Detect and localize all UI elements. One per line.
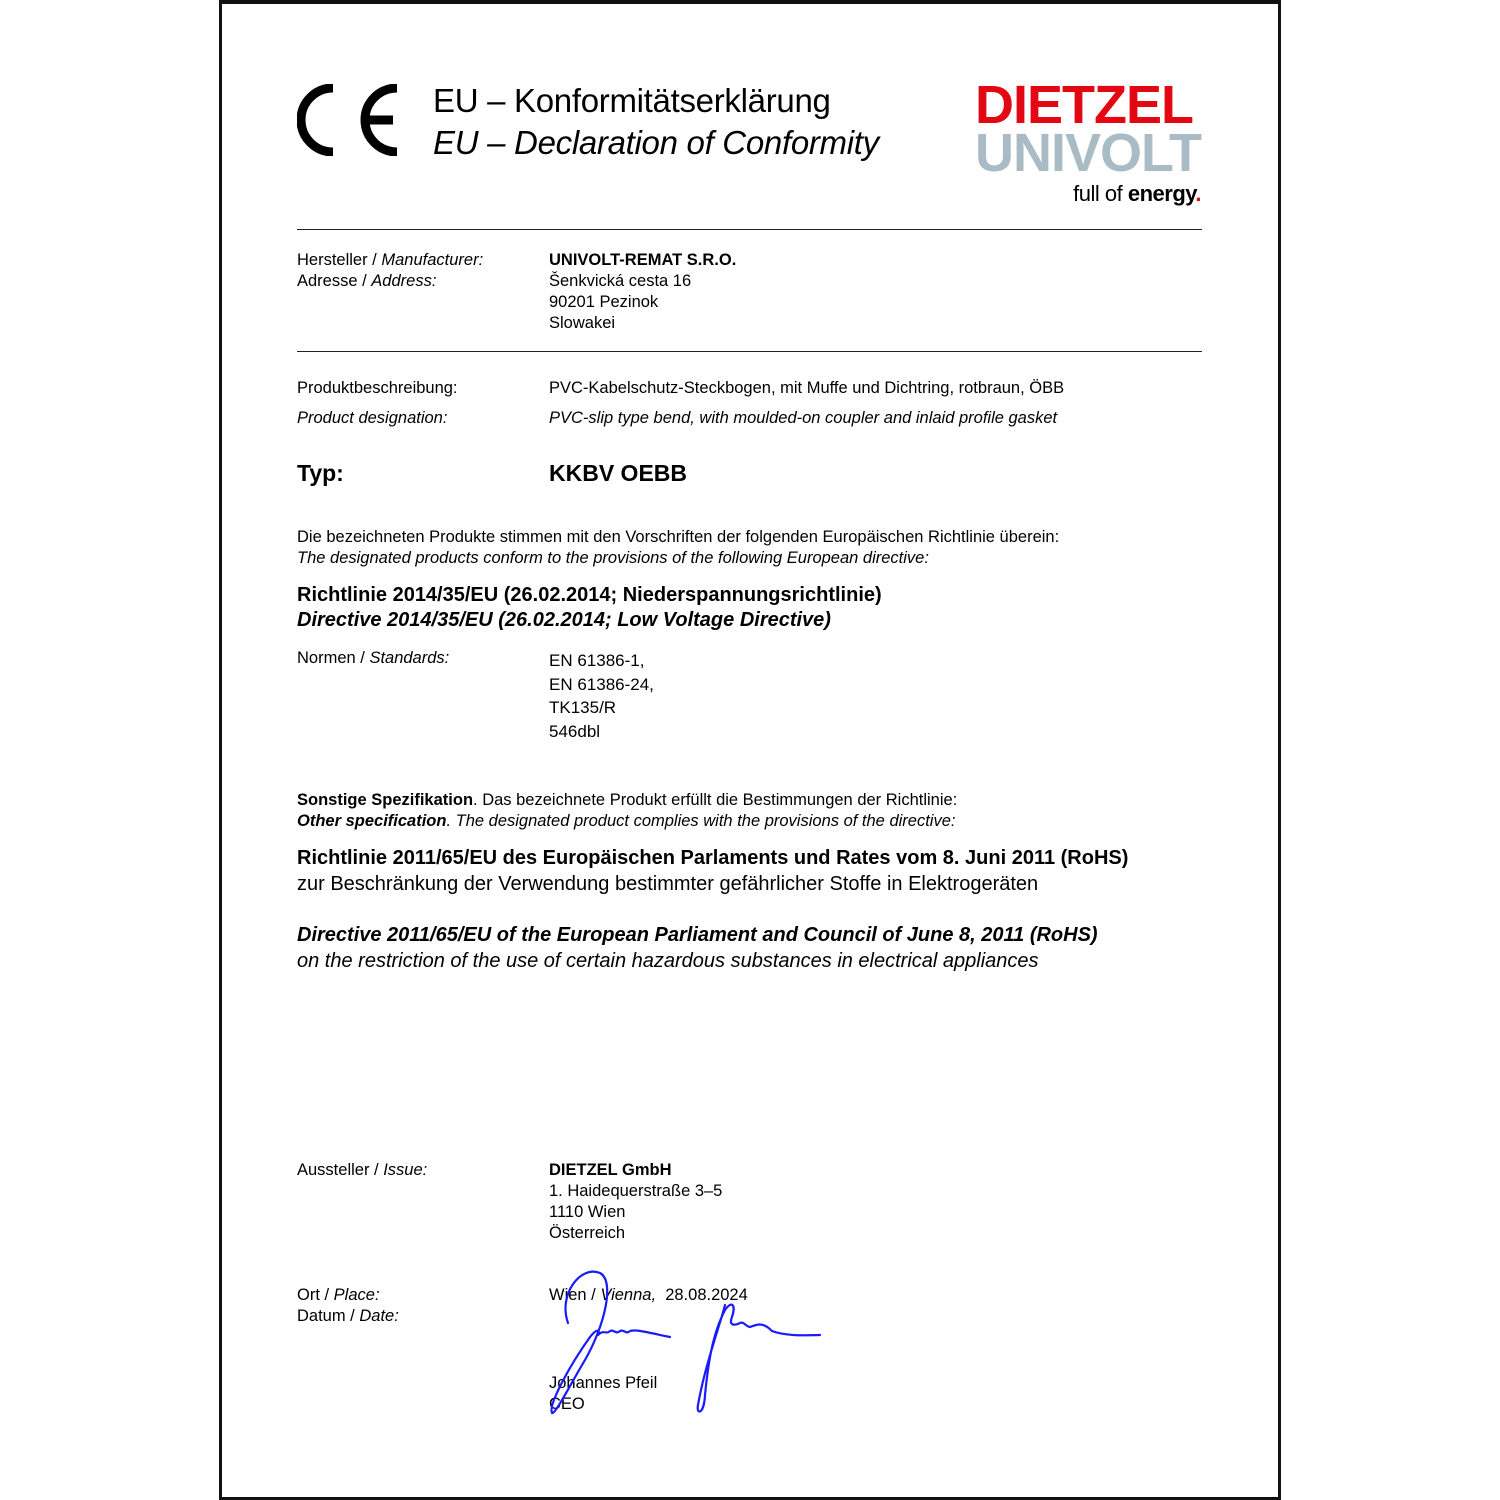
label-de: Datum / xyxy=(297,1307,360,1325)
place-en: Vienna, xyxy=(600,1286,657,1304)
standard-item: 546dbl xyxy=(549,721,601,741)
tagline-dot: . xyxy=(1195,181,1201,206)
title-german: EU – Konformitätserklärung xyxy=(433,82,831,119)
document-title xyxy=(433,80,879,164)
ce-mark-icon xyxy=(297,84,401,156)
label-de: Ort / xyxy=(297,1286,334,1304)
manufacturer-address-line: 90201 Pezinok xyxy=(549,293,659,311)
tagline-bold: energy xyxy=(1127,181,1196,206)
label-de: Normen / xyxy=(297,649,370,667)
date-value: 28.08.2024 xyxy=(665,1286,748,1304)
product-designation-label: Product designation: xyxy=(297,409,448,427)
label-en: Issue: xyxy=(383,1161,428,1179)
manufacturer-address-line: Šenkvická cesta 16 xyxy=(549,272,692,290)
label-en: Manufacturer: xyxy=(381,251,484,269)
signatory-name: Johannes Pfeil xyxy=(549,1374,658,1392)
other-spec-de xyxy=(297,790,957,811)
place-label xyxy=(297,1285,380,1306)
conformity-intro-de: Die bezeichneten Produkte stimmen mit den Vorschriften der folgenden Europäischen Richtlinie überein: xyxy=(297,528,1060,546)
label-de: Aussteller / xyxy=(297,1161,384,1179)
place-date-value xyxy=(549,1285,748,1306)
manufacturer-name: UNIVOLT-REMAT S.R.O. xyxy=(549,251,737,269)
label-en: Standards: xyxy=(369,649,450,667)
document-page xyxy=(219,0,1281,1500)
label-en: Place: xyxy=(333,1286,380,1304)
rohs-subtitle-de: zur Beschränkung der Verwendung bestimmter gefährlicher Stoffe in Elektrogeräten xyxy=(297,873,1039,895)
logo-tagline xyxy=(1073,182,1201,206)
issuer-address-line: Österreich xyxy=(549,1224,626,1242)
conformity-intro-en: The designated products conform to the provisions of the following European directive: xyxy=(297,549,929,567)
rohs-subtitle-en: on the restriction of the use of certain hazardous substances in electrical appliances xyxy=(297,950,1039,972)
rohs-title-de: Richtlinie 2011/65/EU des Europäischen Parlaments und Rates vom 8. Juni 2011 (RoHS) xyxy=(297,847,1129,869)
standard-item: EN 61386-24, xyxy=(549,674,654,694)
type-label: Typ: xyxy=(297,460,344,486)
date-label xyxy=(297,1306,399,1327)
issuer-address-line: 1. Haidequerstraße 3–5 xyxy=(549,1182,723,1200)
signatory-title: CEO xyxy=(549,1395,585,1413)
other-spec-en xyxy=(297,811,955,832)
logo-dietzel-text: DIETZEL xyxy=(975,75,1193,135)
issuer-label xyxy=(297,1160,427,1181)
standards-label xyxy=(297,648,449,669)
manufacturer-label xyxy=(297,250,483,271)
manufacturer-address-line: Slowakei xyxy=(549,314,616,332)
place-de: Wien / xyxy=(549,1286,601,1304)
standard-item: EN 61386-1, xyxy=(549,651,645,670)
title-english: EU – Declaration of Conformity xyxy=(433,124,879,161)
other-spec-text-en: . The designated product complies with the provisions of the directive: xyxy=(446,812,956,830)
other-spec-label-de: Sonstige Spezifikation xyxy=(297,791,474,809)
issuer-name: DIETZEL GmbH xyxy=(549,1161,672,1179)
address-label xyxy=(297,271,436,292)
standard-item: TK135/R xyxy=(549,698,617,717)
dietzel-univolt-logo xyxy=(975,75,1205,210)
type-value: KKBV OEBB xyxy=(549,460,688,486)
product-description-value: PVC-Kabelschutz-Steckbogen, mit Muffe und Dichtring, rotbraun, ÖBB xyxy=(549,379,1065,397)
label-de: Adresse / xyxy=(297,272,372,290)
issuer-address-line: 1110 Wien xyxy=(549,1203,626,1221)
divider-middle xyxy=(297,351,1202,352)
other-spec-text-de: . Das bezeichnete Produkt erfüllt die Bestimmungen der Richtlinie: xyxy=(473,791,958,809)
label-en: Address: xyxy=(371,272,437,290)
standards-list xyxy=(549,649,654,743)
label-en: Date: xyxy=(359,1307,399,1325)
other-spec-label-en: Other specification xyxy=(297,812,447,830)
label-de: Hersteller / xyxy=(297,251,382,269)
directive-en: Directive 2014/35/EU (26.02.2014; Low Voltage Directive) xyxy=(297,609,831,631)
logo-univolt-text: UNIVOLT xyxy=(975,123,1201,183)
product-designation-value: PVC-slip type bend, with moulded-on coupler and inlaid profile gasket xyxy=(549,409,1058,427)
tagline-light: full of xyxy=(1073,181,1128,206)
product-description-label: Produktbeschreibung: xyxy=(297,379,458,397)
directive-de: Richtlinie 2014/35/EU (26.02.2014; Niederspannungsrichtlinie) xyxy=(297,584,882,606)
divider-top xyxy=(297,229,1202,230)
rohs-title-en: Directive 2011/65/EU of the European Parliament and Council of June 8, 2011 (RoHS) xyxy=(297,924,1098,946)
